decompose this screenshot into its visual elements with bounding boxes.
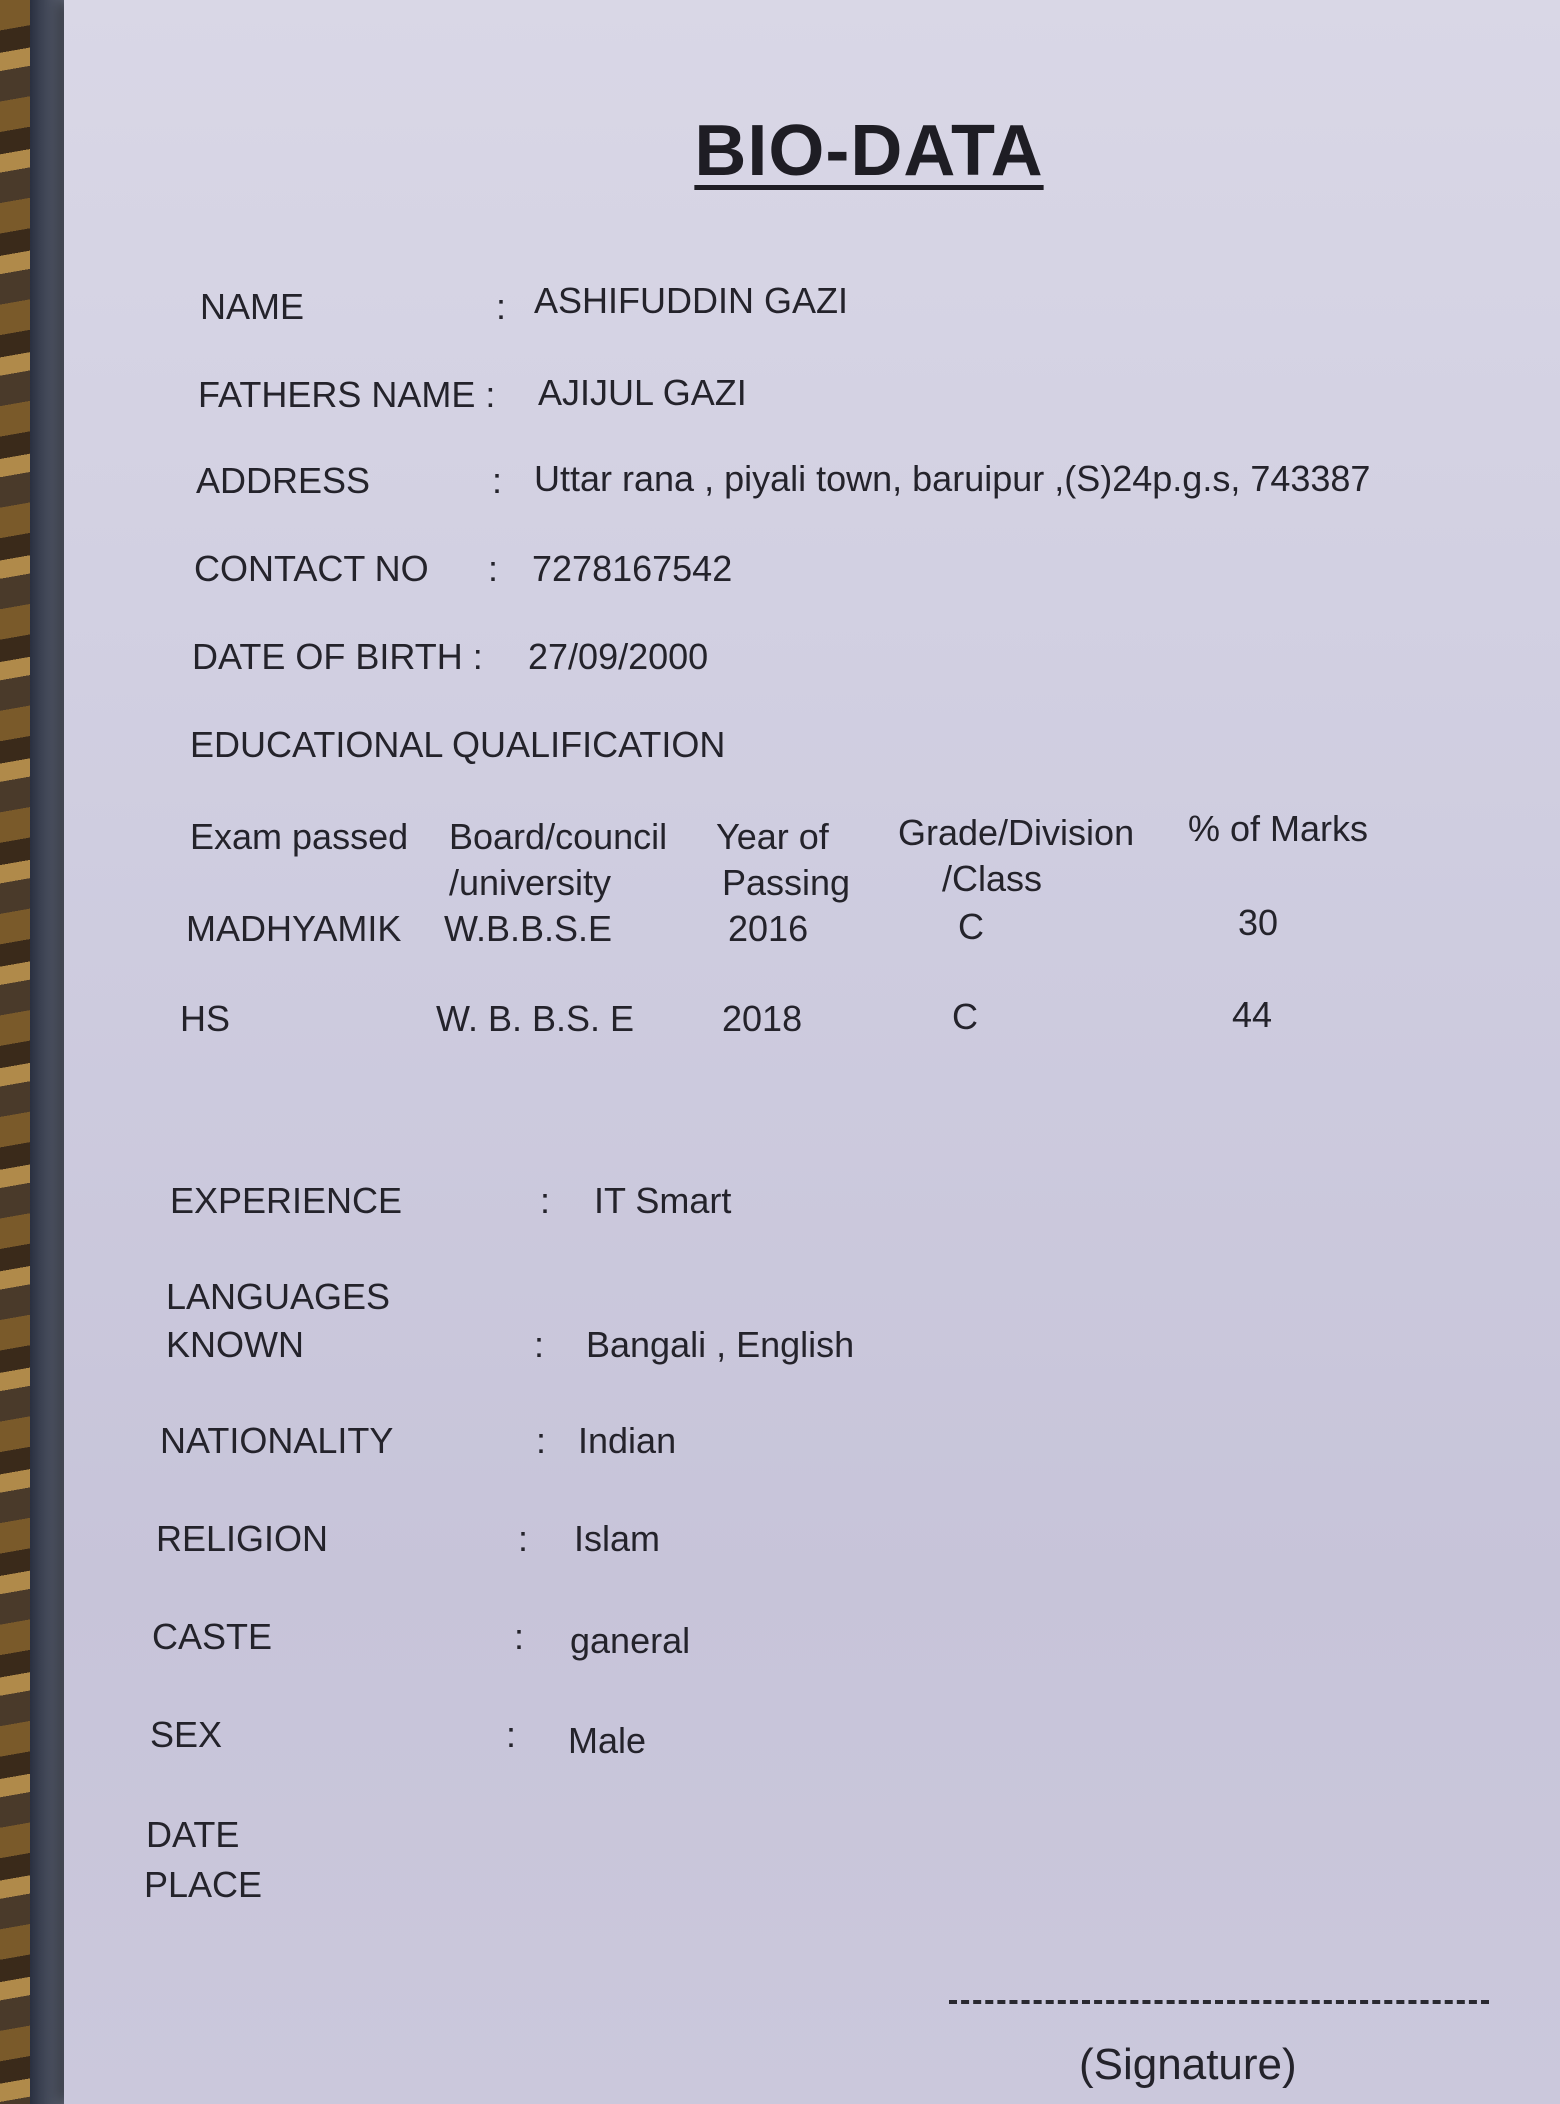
address-label: ADDRESS (196, 460, 371, 501)
name-value: ASHIFUDDIN GAZI (534, 280, 849, 321)
name-label: NAME (200, 286, 305, 327)
col-header-grade: Grade/Division /Class (898, 812, 1135, 899)
table-row-1-exam: MADHYAMIK (186, 908, 402, 949)
table-row-1-marks: 30 (1238, 902, 1279, 943)
place-label: PLACE (144, 1864, 263, 1905)
signature-line (949, 2000, 1489, 2004)
table-row-1-grade: C (958, 906, 984, 947)
experience-label: EXPERIENCE (170, 1180, 403, 1221)
document-title: BIO-DATA (694, 111, 1044, 191)
education-heading: EDUCATIONAL QUALIFICATION (190, 724, 726, 765)
nationality-value: Indian (578, 1420, 677, 1461)
contact-colon: : (488, 548, 499, 589)
table-row-1-year: 2016 (728, 908, 809, 949)
sex-value: Male (568, 1720, 647, 1761)
date-label: DATE (146, 1814, 240, 1855)
address-colon: : (492, 460, 503, 501)
religion-value: Islam (574, 1518, 661, 1559)
nationality-label: NATIONALITY (160, 1420, 394, 1461)
table-row-2-grade: C (952, 996, 978, 1037)
dob-value: 27/09/2000 (528, 636, 709, 677)
experience-colon: : (540, 1180, 551, 1221)
col-header-board: Board/council /university (449, 816, 668, 903)
contact-value: 7278167542 (532, 548, 733, 589)
nationality-colon: : (536, 1420, 547, 1461)
caste-colon: : (514, 1616, 525, 1657)
sex-label: SEX (150, 1714, 223, 1755)
education-table (180, 808, 1484, 1068)
table-row-2-year: 2018 (722, 998, 803, 1039)
caste-label: CASTE (152, 1616, 273, 1657)
signature-label: (Signature) (1079, 2040, 1297, 2089)
name-colon: : (496, 286, 507, 327)
sex-colon: : (506, 1714, 517, 1755)
col-header-year: Year of Passing (716, 816, 851, 903)
table-row-2-marks: 44 (1232, 994, 1273, 1035)
fathers-name-label: FATHERS NAME : (198, 374, 496, 415)
table-row-2-board: W. B. B.S. E (436, 998, 635, 1039)
bio-data-page (64, 0, 1560, 2104)
experience-value: IT Smart (594, 1180, 732, 1221)
languages-label-line2: KNOWN (166, 1324, 304, 1365)
fathers-name-value: AJIJUL GAZI (538, 372, 747, 413)
caste-value: ganeral (570, 1620, 691, 1661)
dob-label: DATE OF BIRTH : (192, 636, 483, 677)
contact-label: CONTACT NO (194, 548, 429, 589)
table-row-2-exam: HS (180, 998, 231, 1039)
address-value: Uttar rana , piyali town, baruipur ,(S)24p.g.s, 743387 (534, 458, 1371, 499)
table-row-1-board: W.B.B.S.E (444, 908, 613, 949)
languages-label-line1: LANGUAGES (166, 1276, 391, 1317)
col-header-exam: Exam passed (190, 816, 409, 857)
languages-colon: : (534, 1324, 545, 1365)
languages-value: Bangali , English (586, 1324, 855, 1365)
col-header-marks: % of Marks (1188, 808, 1369, 849)
religion-colon: : (518, 1518, 529, 1559)
religion-label: RELIGION (156, 1518, 329, 1559)
